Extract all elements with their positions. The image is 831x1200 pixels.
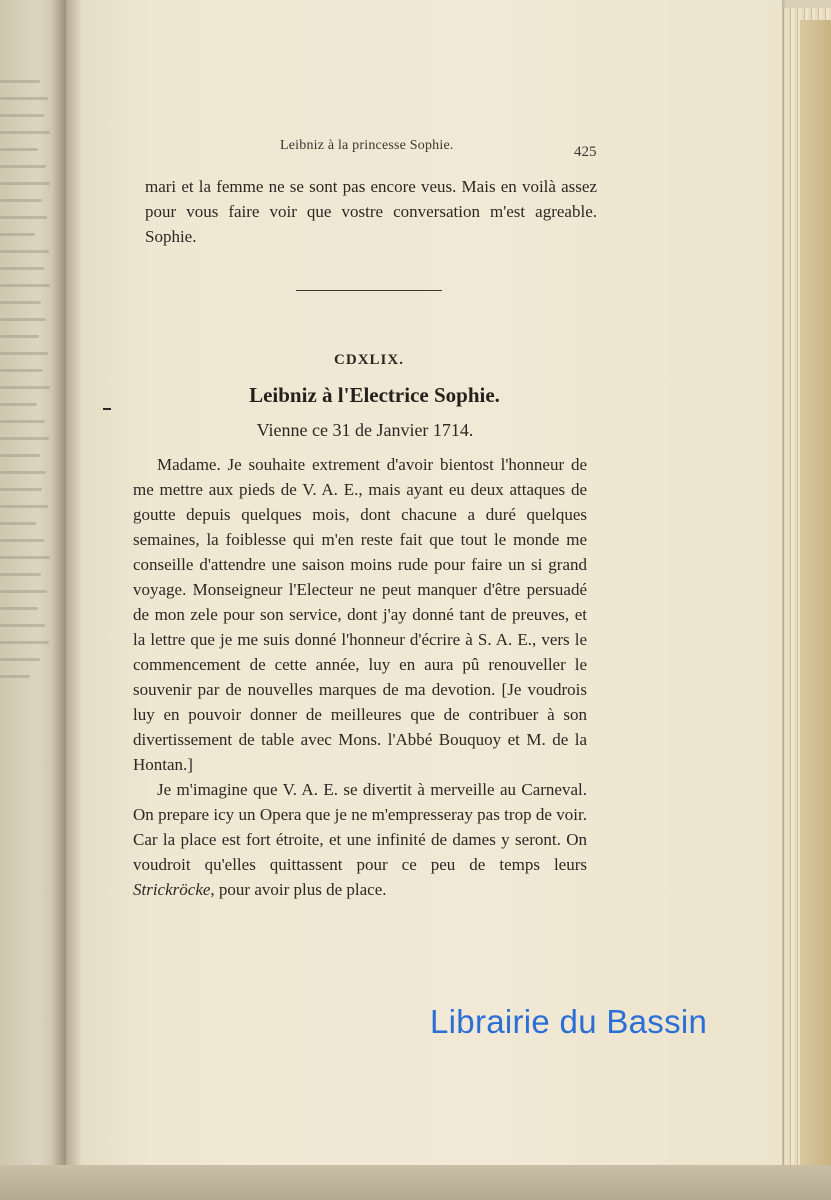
letter-number (0, 352, 735, 369)
letter-paragraph-1: Madame. Je souhaite extrement d'avoir bientost l'honneur de me mettre aux pieds de V. A. E., mais ayant eu deux attaques de goutte depuis quelques mois, dont chacune a duré quelques semaines, la foiblesse qui m'en reste fait que tout le monde me conseille d'attendre une saison moins rude pour faire un si grand voyage. Monseigneur l'Electeur ne peut manquer d'être persuadé de mon zele pour son service, dont j'ay donné tant de preuves, et la lettre que je me suis donné l'honneur d'écrire à S. A. E., vers le commencement de cette année, luy en aura pû renouveller le souvenir par de nouvelles marques de ma devotion. [Je voudrois luy en pouvoir donner de meilleures que de contribuer à son divertissement de table avec Mons. l'Abbé Bouquoy et M. de la Hontan.] (133, 455, 587, 774)
facing-page-text-lines (0, 80, 60, 980)
paragraph-2-start: Je m'imagine que V. A. E. se divertit à merveille au Carneval. On prepare icy un Opera que je ne m'empresseray pas trop de voir. Car la place est fort étroite, et une infinité de dames y seront. On voudroit qu'elles quittassent pour ce peu de temps leurs (133, 780, 587, 874)
section-divider (296, 290, 442, 291)
letter-number-text: CDXLIX. (334, 352, 404, 368)
bottom-edge (0, 1165, 831, 1200)
letter-dateline: Vienne ce 31 de Janvier 1714. (256, 420, 474, 440)
watermark: Librairie du Bassin (430, 1003, 708, 1040)
running-head: Leibniz à la princesse Sophie. (280, 138, 454, 153)
paragraph-2-italic: Strickröcke (133, 880, 211, 899)
previous-letter-text: mari et la femme ne se sont pas encore veus. Mais en voilà assez pour vous faire voir que vostre conversation m'est agreable. Sophie. (145, 177, 597, 246)
letter-title: Leibniz à l'Electrice Sophie. (249, 383, 500, 407)
gutter-shadow (52, 0, 82, 1200)
previous-letter-end (145, 174, 597, 249)
letter-paragraph-2 (133, 777, 587, 902)
margin-mark (103, 408, 111, 410)
page-edges-shadow (800, 20, 831, 1170)
paragraph-2-end: , pour avoir plus de place. (210, 880, 387, 899)
letter-body (133, 452, 587, 902)
page-number: 425 (574, 144, 597, 160)
